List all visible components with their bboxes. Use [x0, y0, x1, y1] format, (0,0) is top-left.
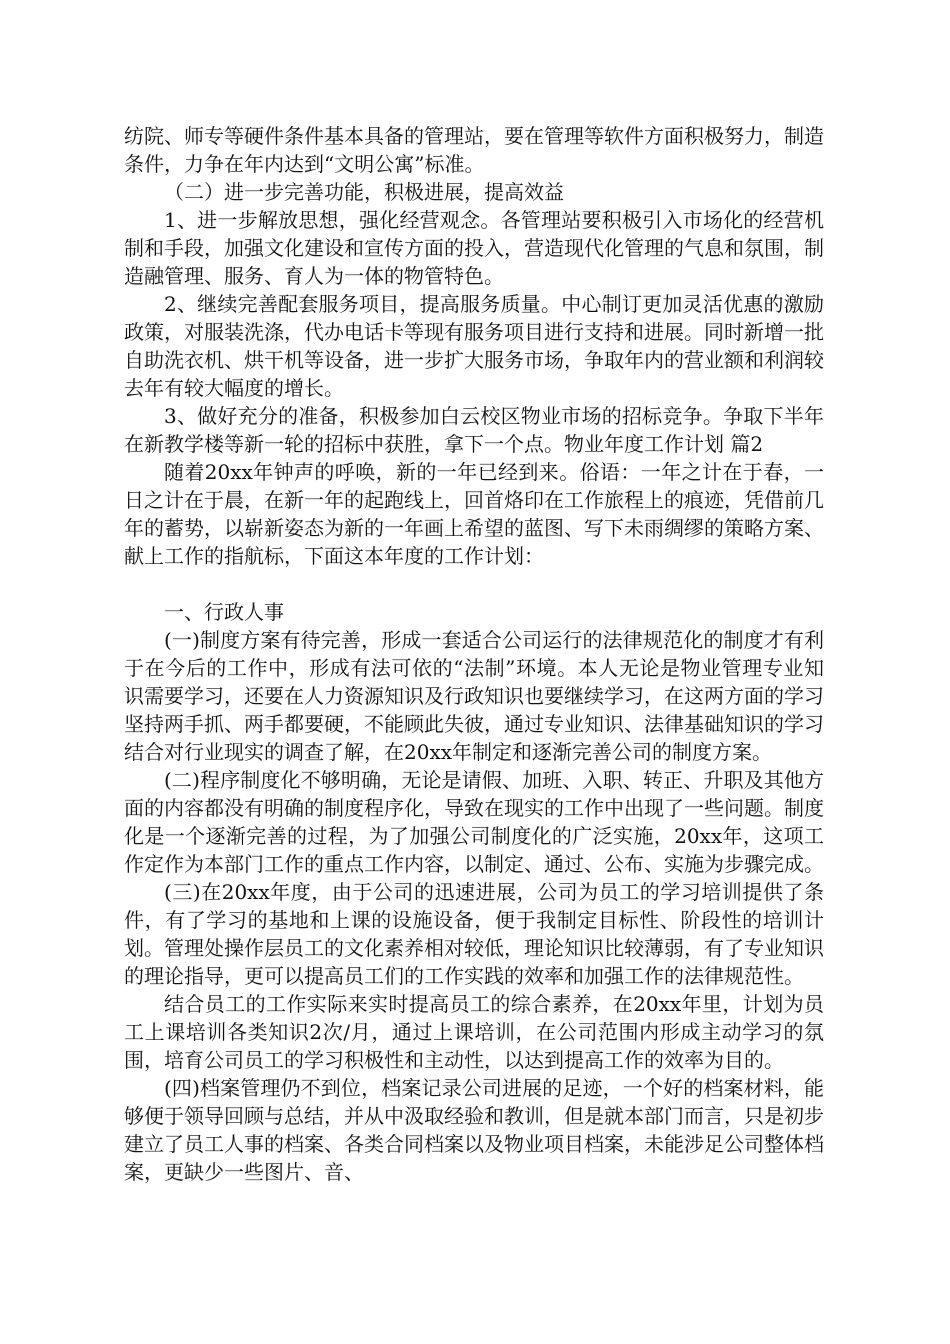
blank-line	[124, 570, 824, 598]
paragraph: 结合员工的工作实际来实时提高员工的综合素养，在20xx年里，计划为员工上课培训各类知识2次/月，通过上课培训，在公司范围内形成主动学习的氛围，培育公司员工的学习积极性和主动性，以达到提高工作的效率为目的。	[124, 992, 824, 1072]
paragraph: (四)档案管理仍不到位，档案记录公司进展的足迹，一个好的档案材料，能够便于领导回顾与总结，并从中汲取经验和教训，但是就本部门而言，只是初步建立了员工人事的档案、各类合同档案以及物业项目档案，未能涉足公司整体档案，更缺少一些图片、音、	[124, 1076, 824, 1184]
paragraph: 纺院、师专等硬件条件基本具备的管理站，要在管理等软件方面积极努力，制造条件，力争在年内达到“文明公寓”标准。	[124, 124, 824, 176]
section-heading: 一、行政人事	[164, 600, 284, 624]
paragraph: 随着20xx年钟声的呼唤，新的一年已经到来。俗语：一年之计在于春，一日之计在于晨，在新一年的起跑线上，回首烙印在工作旅程上的痕迹，凭借前几年的蓄势，以崭新姿态为新的一年画上希望的蓝图、写下未雨绸缪的策略方案、献上工作的指航标，下面这本年度的工作计划：	[124, 460, 824, 568]
paragraph: (一)制度方案有待完善，形成一套适合公司运行的法律规范化的制度才有利于在今后的工作中，形成有法可依的“法制”环境。本人无论是物业管理专业知识需要学习，还要在人力资源知识及行政知识也要继续学习，在这两方面的学习坚持两手抓、两手都要硬，不能顾此失彼，通过专业知识、法律基础知识的学习结合对行业现实的调查了解，在20xx年制定和逐渐完善公司的制度方案。	[124, 628, 824, 764]
paragraph: 1、进一步解放思想，强化经营观念。各管理站要积极引入市场化的经营机制和手段，加强文化建设和宣传方面的投入，营造现代化管理的气息和氛围，制造融管理、服务、育人为一体的物管特色。	[124, 208, 824, 288]
paragraph: (二)程序制度化不够明确，无论是请假、加班、入职、转正、升职及其他方面的内容都没有明确的制度程序化，导致在现实的工作中出现了一些问题。制度化是一个逐渐完善的过程，为了加强公司制度化的广泛实施，20xx年，这项工作定作为本部门工作的重点工作内容，以制定、通过、公布、实施为步骤完成。	[124, 768, 824, 876]
section-heading: （二）进一步完善功能，积极进展，提高效益	[164, 180, 564, 204]
paragraph: 3、做好充分的准备，积极参加白云校区物业市场的招标竞争。争取下半年在新教学楼等新一轮的招标中获胜，拿下一个点。物业年度工作计划 篇2	[124, 404, 824, 456]
document-body	[124, 122, 824, 1186]
paragraph: (三)在20xx年度，由于公司的迅速进展，公司为员工的学习培训提供了条件，有了学习的基地和上课的设施设备，便于我制定目标性、阶段性的培训计划。管理处操作层员工的文化素养相对较低，理论知识比较薄弱，有了专业知识的理论指导，更可以提高员工们的工作实践的效率和加强工作的法律规范性。	[124, 880, 824, 988]
paragraph: 2、继续完善配套服务项目，提高服务质量。中心制订更加灵活优惠的激励政策，对服装洗涤，代办电话卡等现有服务项目进行支持和进展。同时新增一批自助洗衣机、烘干机等设备，进一步扩大服务市场，争取年内的营业额和利润较去年有较大幅度的增长。	[124, 292, 824, 400]
